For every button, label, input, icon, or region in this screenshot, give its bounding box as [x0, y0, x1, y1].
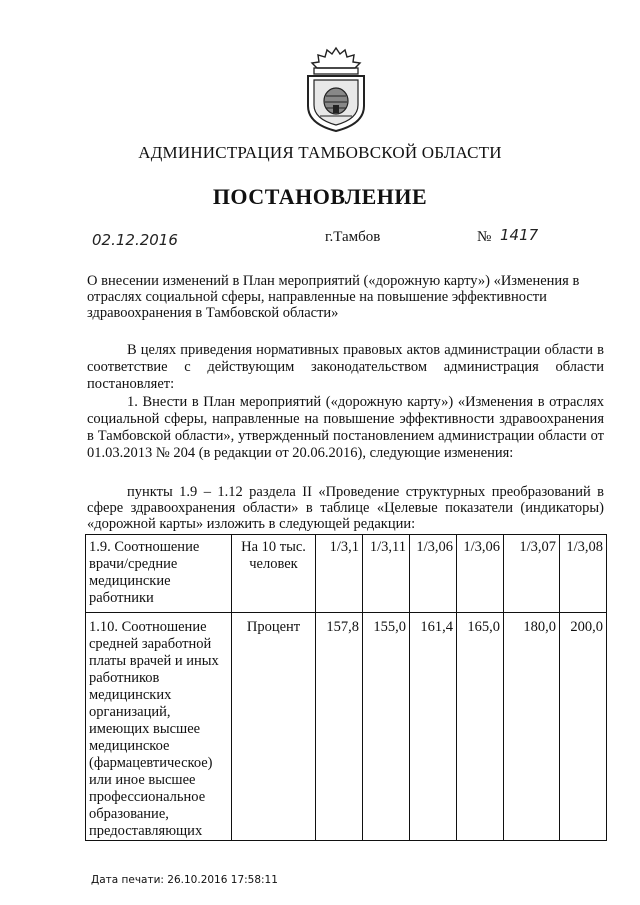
value-cell: 165,0: [457, 613, 504, 841]
value-cell: 157,8: [316, 613, 363, 841]
indicator-cell: 1.10. Соотношение средней заработной платы врачей и иных работников медицинских организаций, имеющих высшее медицинское (фармацевтическое) или иное высшее профессиональное образование, предоставляющих: [86, 613, 232, 841]
unit-cell: Процент: [232, 613, 316, 841]
value-cell: 155,0: [363, 613, 410, 841]
value-cell: 1/3,08: [560, 535, 607, 613]
indicator-cell: 1.9. Соотношение врачи/средние медицинские работники: [86, 535, 232, 613]
indicators-table: [85, 534, 607, 841]
value-cell: 1/3,1: [316, 535, 363, 613]
table-row: [86, 613, 607, 841]
document-number-label: №: [477, 229, 492, 245]
table-row: [86, 535, 607, 613]
value-cell: 1/3,06: [457, 535, 504, 613]
document-city: г.Тамбов: [325, 229, 381, 245]
preamble-paragraph: В целях приведения нормативных правовых актов администрации области в соответствие с действующим законодательством администрация области постановляет:: [87, 342, 604, 392]
value-cell: 200,0: [560, 613, 607, 841]
document-date: 02.12.2016: [92, 231, 178, 249]
value-cell: 1/3,06: [410, 535, 457, 613]
value-cell: 180,0: [504, 613, 560, 841]
value-cell: 1/3,11: [363, 535, 410, 613]
document-type-title: ПОСТАНОВЛЕНИЕ: [212, 184, 428, 209]
print-date-footer: Дата печати: 26.10.2016 17:58:11: [91, 874, 278, 886]
amendment-paragraph: 1. Внести в План мероприятий («дорожную карту») «Изменения в отраслях социальной сферы, направленные на повышение эффективности здравоохранения в Тамбовской области», утвержденный постановлением администрации области от 01.03.2013 № 204 (в редакции от 20.06.2016), следующие изменения:: [87, 394, 604, 461]
unit-cell: На 10 тыс. человек: [232, 535, 316, 613]
value-cell: 161,4: [410, 613, 457, 841]
value-cell: 1/3,07: [504, 535, 560, 613]
document-number: 1417: [500, 226, 539, 244]
amendment-subparagraph: пункты 1.9 – 1.12 раздела II «Проведение структурных преобразований в сфере здравоохранения области» в таблице «Целевые показатели (индикаторы) «дорожной карты» изложить в следующей редакции:: [87, 484, 604, 532]
coat-of-arms-emblem: [300, 44, 372, 134]
document-subject: О внесении изменений в План мероприятий («дорожную карту») «Изменения в отраслях социальной сферы, направленные на повышение эффективности здравоохранения в Тамбовской области»: [87, 273, 580, 321]
organization-name: АДМИНИСТРАЦИЯ ТАМБОВСКОЙ ОБЛАСТИ: [138, 143, 502, 162]
